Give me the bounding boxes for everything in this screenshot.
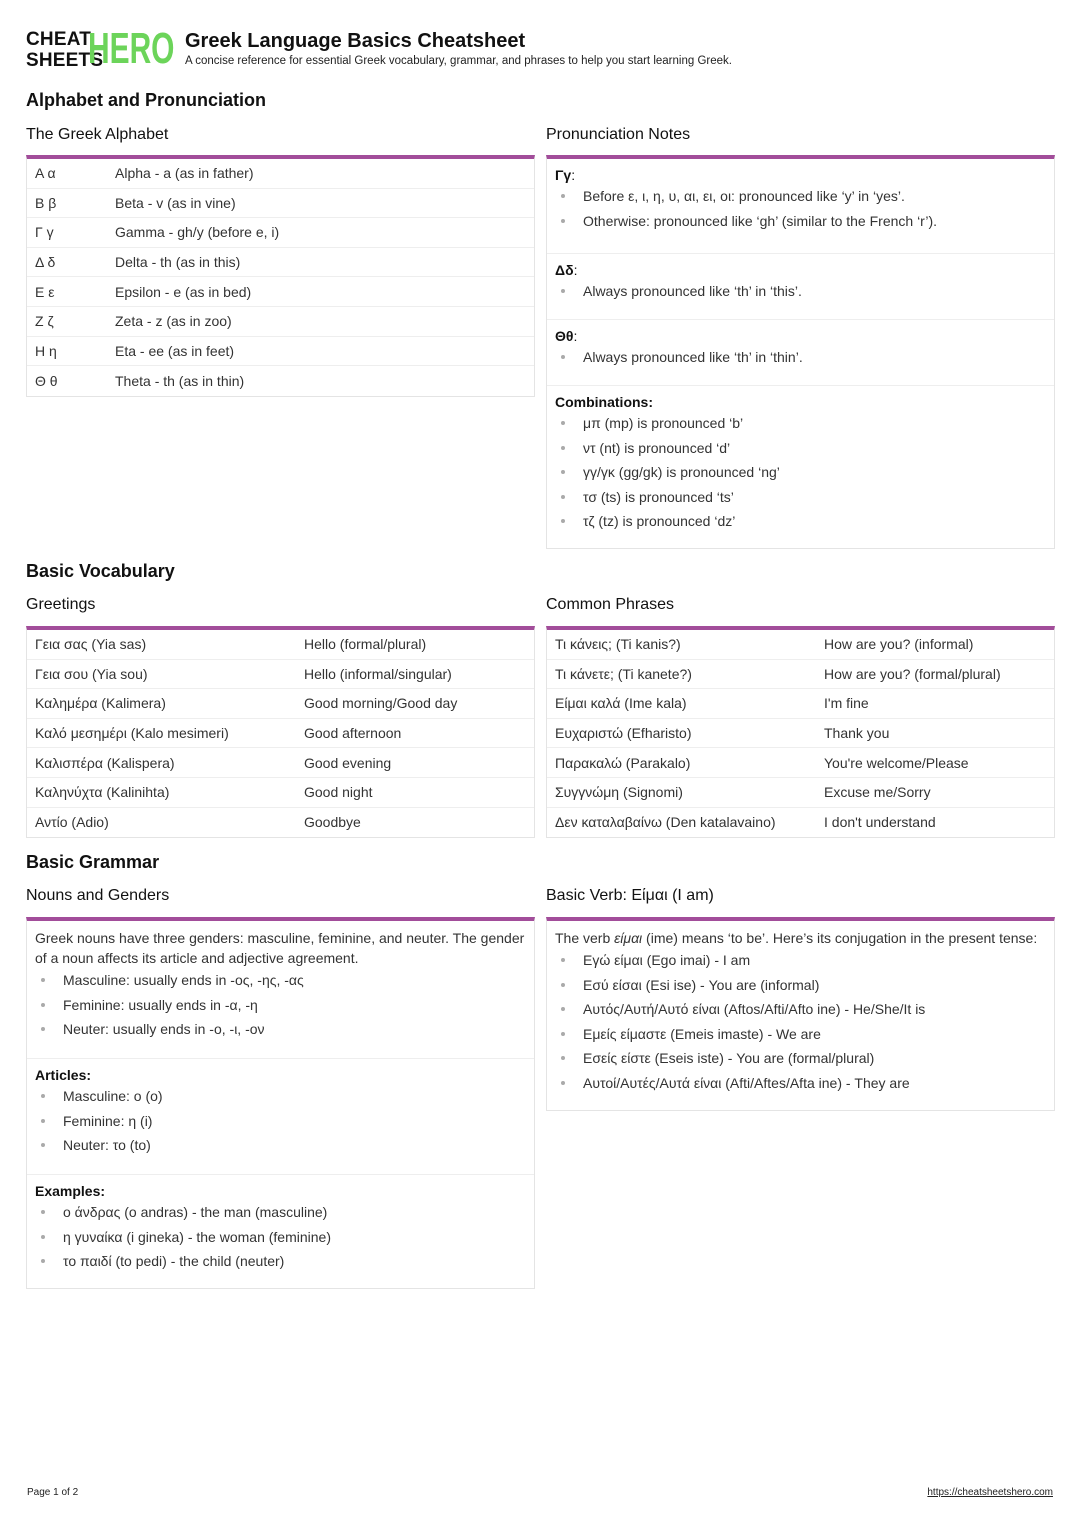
- alphabet-description: Zeta - z (as in zoo): [115, 313, 232, 330]
- list-item-text: Feminine: usually ends in -α, -η: [63, 996, 258, 1013]
- english-text: Hello (formal/plural): [304, 636, 427, 653]
- english-text: Hello (informal/singular): [304, 665, 452, 682]
- list-item-text: Masculine: ο (o): [63, 1088, 163, 1104]
- list-item: [555, 509, 1046, 534]
- pronunciation-list: [555, 411, 1046, 534]
- greek-text: Τι κάνετε; (Ti kanete?): [555, 665, 692, 682]
- alphabet-description: Delta - th (as in this): [115, 254, 241, 271]
- greek-text: Αντίο (Adio): [35, 814, 109, 831]
- alphabet-letter: Δ δ: [35, 254, 56, 271]
- alphabet-row: [27, 159, 534, 189]
- pronunciation-heading-text: Θθ: [555, 328, 574, 344]
- greeting-row: [27, 808, 534, 838]
- footer-link[interactable]: https://cheatsheetshero.com: [927, 1487, 1053, 1498]
- greek-text: Γεια σας (Yia sas): [35, 636, 147, 653]
- list-item-text: Always pronounced like ‘th’ in ‘thin’.: [583, 349, 803, 365]
- phrase-row: [547, 689, 1054, 719]
- pronunciation-list: [555, 279, 1046, 304]
- greek-alphabet-table: [26, 155, 535, 397]
- bullet-icon: [41, 1027, 45, 1031]
- list-item-text: Masculine: usually ends in -ος, -ης, -ας: [63, 972, 304, 988]
- pronunciation-block: [547, 386, 1054, 542]
- english-text: Good morning/Good day: [304, 695, 458, 712]
- greetings-table: [26, 626, 535, 838]
- bullet-icon: [561, 1056, 565, 1060]
- list-item-text: Before ε, ι, η, υ, αι, ει, οι: pronounced like ‘y’ in ‘yes’.: [583, 188, 905, 204]
- alphabet-letter: Γ γ: [35, 224, 54, 241]
- english-text: Goodbye: [304, 814, 361, 831]
- list-item: [555, 485, 1046, 510]
- pronunciation-block: [547, 254, 1054, 320]
- greek-text: Δεν καταλαβαίνω (Den katalavaino): [555, 814, 776, 831]
- list-item: [35, 1133, 526, 1158]
- alphabet-letter: Η η: [35, 342, 57, 359]
- list-item: [555, 345, 1046, 370]
- phrase-row: [547, 660, 1054, 690]
- bullet-icon: [41, 1235, 45, 1239]
- verb-conjugation-list: [555, 948, 1046, 1095]
- alphabet-row: [27, 248, 534, 278]
- list-item: [555, 460, 1046, 485]
- list-item: [35, 1084, 526, 1109]
- pronunciation-block: [547, 159, 1054, 254]
- list-item-text: μπ (mp) is pronounced ‘b’: [583, 415, 744, 431]
- alphabet-letter: Θ θ: [35, 372, 58, 389]
- list-item-text: ντ (nt) is pronounced ‘d’: [583, 439, 731, 456]
- alphabet-description: Gamma - gh/y (before e, i): [115, 224, 280, 241]
- pronunciation-heading-colon: :: [573, 328, 578, 344]
- alphabet-row: [27, 307, 534, 337]
- pronunciation-heading-text: Combinations:: [555, 394, 653, 410]
- pronunciation-notes-card: [546, 155, 1055, 549]
- greek-text: Ευχαριστώ (Efharisto): [555, 725, 692, 742]
- bullet-icon: [561, 194, 565, 198]
- pronunciation-list: [555, 345, 1046, 370]
- greek-text: Γεια σου (Yia sou): [35, 665, 148, 682]
- english-text: Excuse me/Sorry: [824, 784, 931, 801]
- list-item: [555, 436, 1046, 461]
- nouns-intro-block: [27, 921, 534, 1059]
- articles-heading: Articles:: [35, 1067, 92, 1083]
- examples-list: [35, 1200, 526, 1274]
- verb-intro-italic: είμαι: [614, 930, 643, 946]
- greeting-row: [27, 630, 534, 660]
- alphabet-description: Epsilon - e (as in bed): [115, 283, 252, 300]
- subsection-title-pronunciation: Pronunciation Notes: [546, 126, 691, 143]
- list-item-text: Feminine: η (i): [63, 1112, 153, 1129]
- verb-intro-text: [555, 928, 1046, 948]
- alphabet-letter: Β β: [35, 194, 57, 211]
- bullet-icon: [561, 421, 565, 425]
- english-text: You're welcome/Please: [824, 754, 969, 771]
- bullet-icon: [561, 983, 565, 987]
- english-text: Good afternoon: [304, 725, 402, 742]
- examples-heading: Examples:: [35, 1183, 106, 1199]
- verb-intro-after: (ime) means ‘to be’. Here’s its conjugation in the present tense:: [642, 930, 1038, 946]
- list-item: [35, 1200, 526, 1225]
- nouns-genders-card: [26, 917, 535, 1289]
- list-item: [555, 948, 1046, 973]
- alphabet-letter: Α α: [35, 165, 56, 182]
- nouns-intro-text: Greek nouns have three genders: masculine, feminine, and neuter. The gender of a noun affects its article and adjective agreement.: [35, 930, 525, 966]
- greeting-row: [27, 660, 534, 690]
- list-item-text: Neuter: το (to): [63, 1137, 151, 1153]
- alphabet-description: Beta - v (as in vine): [115, 194, 236, 211]
- page-subtitle: A concise reference for essential Greek vocabulary, grammar, and phrases to help you start learning Greek.: [185, 54, 732, 67]
- bullet-icon: [41, 1094, 45, 1098]
- greeting-row: [27, 748, 534, 778]
- pronunciation-heading: [555, 327, 1046, 345]
- pronunciation-heading: [555, 393, 1046, 411]
- list-item-text: Εσείς είστε (Eseis iste) - You are (formal/plural): [583, 1050, 875, 1066]
- english-text: How are you? (formal/plural): [824, 665, 1001, 682]
- bullet-icon: [41, 1210, 45, 1214]
- common-phrases-table: [546, 626, 1055, 838]
- greek-text: Είμαι καλά (Ime kala): [555, 695, 687, 712]
- pronunciation-heading: [555, 166, 1046, 184]
- list-item-text: τσ (ts) is pronounced ‘ts’: [583, 488, 734, 505]
- alphabet-letter: Ε ε: [35, 283, 55, 300]
- subsection-title-greek-alphabet: The Greek Alphabet: [26, 126, 169, 143]
- alphabet-row: [27, 189, 534, 219]
- english-text: I don't understand: [824, 814, 936, 831]
- bullet-icon: [561, 219, 565, 223]
- pronunciation-list: [555, 184, 1046, 233]
- bullet-icon: [561, 446, 565, 450]
- bullet-icon: [561, 1007, 565, 1011]
- list-item: [35, 1109, 526, 1134]
- list-item: [555, 1022, 1046, 1047]
- bullet-icon: [41, 1259, 45, 1263]
- greeting-row: [27, 778, 534, 808]
- pronunciation-heading-colon: :: [573, 262, 578, 278]
- list-item-text: ο άνδρας (o andras) - the man (masculine): [63, 1204, 328, 1220]
- english-text: Good night: [304, 784, 373, 801]
- greek-text: Καλό μεσημέρι (Kalo mesimeri): [35, 725, 229, 742]
- list-item: [35, 993, 526, 1018]
- subsection-title-greetings: Greetings: [26, 596, 96, 613]
- list-item-text: η γυναίκα (i gineka) - the woman (feminine): [63, 1228, 331, 1245]
- verb-block: [547, 921, 1054, 1103]
- articles-block: [27, 1059, 534, 1175]
- list-item: [555, 997, 1046, 1022]
- list-item: [35, 1225, 526, 1250]
- list-item-text: Εσύ είσαι (Esi ise) - You are (informal): [583, 976, 820, 993]
- verb-intro-before: The verb: [555, 930, 615, 946]
- pronunciation-heading-colon: :: [571, 167, 576, 183]
- page-header: [26, 26, 732, 72]
- bullet-icon: [561, 355, 565, 359]
- bullet-icon: [41, 1003, 45, 1007]
- logo-line-cheat: CHEAT: [26, 29, 92, 50]
- list-item-text: Αυτοί/Αυτές/Αυτά είναι (Afti/Aftes/Afta ine) - They are: [583, 1074, 910, 1091]
- list-item-text: Αυτός/Αυτή/Αυτό είναι (Aftos/Afti/Afto ine) - He/She/It is: [583, 1001, 926, 1017]
- alphabet-description: Eta - ee (as in feet): [115, 342, 235, 359]
- logo-line-sheets: SHEETS: [26, 50, 104, 71]
- bullet-icon: [41, 1119, 45, 1123]
- alphabet-row: [27, 337, 534, 367]
- list-item: [555, 209, 1046, 234]
- page-number: Page 1 of 2: [27, 1487, 79, 1498]
- english-text: I'm fine: [824, 695, 869, 712]
- list-item: [35, 1249, 526, 1274]
- bullet-icon: [561, 519, 565, 523]
- alphabet-letter: Ζ ζ: [35, 313, 54, 330]
- alphabet-description: Alpha - a (as in father): [115, 165, 254, 182]
- greek-text: Παρακαλώ (Parakalo): [555, 754, 691, 771]
- list-item-text: Otherwise: pronounced like ‘gh’ (similar to the French ‘r’).: [583, 212, 938, 229]
- nouns-intro-list: [35, 968, 526, 1042]
- verb-eimai-card: [546, 917, 1055, 1111]
- greek-text: Καλισπέρα (Kalispera): [35, 754, 175, 771]
- alphabet-row: [27, 277, 534, 307]
- articles-list: [35, 1084, 526, 1158]
- subsection-title-nouns: Nouns and Genders: [26, 887, 170, 904]
- list-item-text: Εγώ είμαι (Ego imai) - I am: [583, 952, 751, 968]
- bullet-icon: [41, 978, 45, 982]
- bullet-icon: [561, 1032, 565, 1036]
- list-item-text: τζ (tz) is pronounced ‘dz’: [583, 513, 736, 529]
- list-item: [555, 1046, 1046, 1071]
- subsection-title-common-phrases: Common Phrases: [546, 596, 675, 613]
- examples-block: [27, 1175, 534, 1282]
- bullet-icon: [561, 1081, 565, 1085]
- list-item: [555, 279, 1046, 304]
- english-text: How are you? (informal): [824, 636, 974, 653]
- phrase-row: [547, 719, 1054, 749]
- greek-text: Καληνύχτα (Kalinihta): [35, 784, 170, 801]
- cheatsheetshero-logo[interactable]: [26, 24, 175, 73]
- list-item-text: Always pronounced like ‘th’ in ‘this’.: [583, 283, 802, 299]
- english-text: Good evening: [304, 754, 392, 771]
- english-text: Thank you: [824, 725, 890, 742]
- bullet-icon: [561, 289, 565, 293]
- section-title-alphabet: Alphabet and Pronunciation: [26, 90, 267, 110]
- logo-hero: HERO: [88, 24, 175, 73]
- greek-text: Τι κάνεις; (Ti kanis?): [555, 636, 681, 653]
- subsection-title-verb: Basic Verb: Είμαι (I am): [546, 887, 714, 904]
- list-item-text: Εμείς είμαστε (Emeis imaste) - We are: [583, 1025, 821, 1042]
- alphabet-description: Theta - th (as in thin): [115, 372, 245, 389]
- list-item: [555, 184, 1046, 209]
- list-item-text: Neuter: usually ends in -ο, -ι, -ον: [63, 1021, 265, 1037]
- greeting-row: [27, 689, 534, 719]
- phrase-row: [547, 808, 1054, 838]
- bullet-icon: [561, 470, 565, 474]
- phrase-row: [547, 748, 1054, 778]
- section-title-vocabulary: Basic Vocabulary: [26, 561, 175, 581]
- list-item: [35, 1017, 526, 1042]
- list-item: [555, 411, 1046, 436]
- list-item-text: το παιδί (to pedi) - the child (neuter): [63, 1253, 285, 1269]
- list-item: [555, 973, 1046, 998]
- greek-text: Καλημέρα (Kalimera): [35, 695, 166, 712]
- pronunciation-heading: [555, 261, 1046, 279]
- list-item: [35, 968, 526, 993]
- bullet-icon: [561, 958, 565, 962]
- pronunciation-block: [547, 320, 1054, 386]
- alphabet-row: [27, 366, 534, 396]
- pronunciation-heading-text: Δδ: [555, 262, 574, 278]
- greek-text: Συγγνώμη (Signomi): [555, 784, 683, 801]
- phrase-row: [547, 630, 1054, 660]
- list-item-text: γγ/γκ (gg/gk) is pronounced ‘ng’: [583, 464, 780, 480]
- bullet-icon: [561, 495, 565, 499]
- phrase-row: [547, 778, 1054, 808]
- list-item: [555, 1071, 1046, 1096]
- bullet-icon: [41, 1143, 45, 1147]
- pronunciation-heading-text: Γγ: [555, 167, 572, 183]
- section-title-grammar: Basic Grammar: [26, 852, 160, 872]
- alphabet-row: [27, 218, 534, 248]
- page-title: Greek Language Basics Cheatsheet: [185, 29, 526, 52]
- greeting-row: [27, 719, 534, 749]
